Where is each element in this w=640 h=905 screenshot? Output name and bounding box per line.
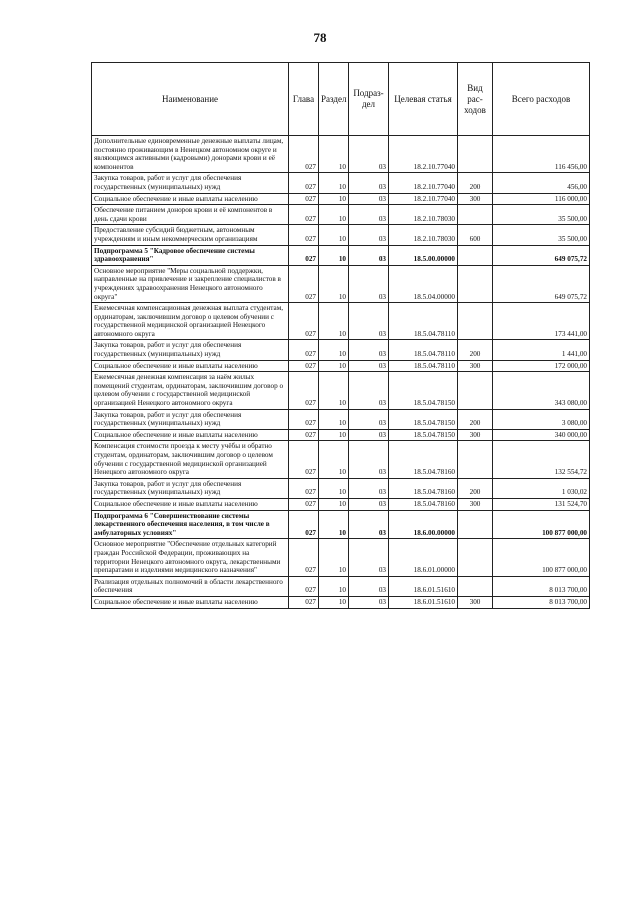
cell-chapter: 027 [289, 429, 319, 441]
cell-name: Социальное обеспечение и иные выплаты населению [92, 193, 289, 205]
cell-section: 10 [319, 303, 349, 340]
cell-name: Дополнительные единовременные денежные выплаты лицам, постоянно проживающим в Ненецком автономном округе и являющимся активными (кадровыми) донорами крови и её компонентов [92, 136, 289, 173]
cell-target: 18.5.04.78110 [389, 303, 458, 340]
cell-total: 456,00 [493, 173, 590, 193]
cell-section: 10 [319, 136, 349, 173]
cell-target: 18.5.04.78160 [389, 441, 458, 478]
header-name: Наименование [92, 63, 289, 136]
cell-chapter: 027 [289, 303, 319, 340]
cell-target: 18.2.10.77040 [389, 136, 458, 173]
cell-expense-type [458, 265, 493, 302]
cell-chapter: 027 [289, 245, 319, 265]
cell-chapter: 027 [289, 360, 319, 372]
cell-chapter: 027 [289, 173, 319, 193]
cell-chapter: 027 [289, 478, 319, 498]
cell-total: 649 075,72 [493, 265, 590, 302]
cell-subsection: 03 [349, 173, 389, 193]
cell-subsection: 03 [349, 340, 389, 360]
cell-total: 3 080,00 [493, 409, 590, 429]
cell-section: 10 [319, 498, 349, 510]
cell-chapter: 027 [289, 539, 319, 576]
cell-section: 10 [319, 245, 349, 265]
table-row [92, 372, 590, 409]
table-row [92, 303, 590, 340]
table-row [92, 225, 590, 245]
cell-name: Реализация отдельных полномочий в области лекарственного обеспечения [92, 576, 289, 596]
cell-total: 131 524,70 [493, 498, 590, 510]
cell-section: 10 [319, 409, 349, 429]
cell-section: 10 [319, 478, 349, 498]
cell-target: 18.6.01.51610 [389, 576, 458, 596]
cell-name: Закупка товаров, работ и услуг для обеспечения государственных (муниципальных) нужд [92, 340, 289, 360]
table-row [92, 498, 590, 510]
cell-name: Социальное обеспечение и иные выплаты населению [92, 498, 289, 510]
table-row [92, 441, 590, 478]
cell-section: 10 [319, 576, 349, 596]
cell-name: Социальное обеспечение и иные выплаты населению [92, 596, 289, 608]
cell-expense-type [458, 205, 493, 225]
cell-section: 10 [319, 193, 349, 205]
cell-chapter: 027 [289, 225, 319, 245]
cell-target: 18.6.01.00000 [389, 539, 458, 576]
table-row [92, 265, 590, 302]
table-row [92, 576, 590, 596]
cell-chapter: 027 [289, 409, 319, 429]
cell-chapter: 027 [289, 498, 319, 510]
cell-expense-type [458, 245, 493, 265]
cell-name: Компенсация стоимости проезда к месту учёбы и обратно студентам, ординаторам, заключившим договор о целевом обучении с государственной медицинской организацией Ненецкого автономного округа [92, 441, 289, 478]
cell-subsection: 03 [349, 409, 389, 429]
cell-section: 10 [319, 265, 349, 302]
cell-total: 8 013 700,00 [493, 576, 590, 596]
cell-total: 173 441,00 [493, 303, 590, 340]
cell-expense-type: 300 [458, 193, 493, 205]
cell-target: 18.5.04.78160 [389, 498, 458, 510]
cell-subsection: 03 [349, 498, 389, 510]
table-row [92, 539, 590, 576]
cell-total: 340 000,00 [493, 429, 590, 441]
cell-name: Социальное обеспечение и иные выплаты населению [92, 429, 289, 441]
cell-target: 18.5.00.00000 [389, 245, 458, 265]
cell-name: Основное мероприятие "Обеспечение отдельных категорий граждан Российской Федерации, проживающих на территории Ненецкого автономного округа, лекарственными препаратами и изделиями медицинского назначения" [92, 539, 289, 576]
cell-expense-type: 300 [458, 596, 493, 608]
cell-total: 35 500,00 [493, 205, 590, 225]
table-row [92, 360, 590, 372]
cell-section: 10 [319, 510, 349, 539]
cell-section: 10 [319, 340, 349, 360]
cell-chapter: 027 [289, 372, 319, 409]
cell-total: 100 877 000,00 [493, 539, 590, 576]
cell-name: Обеспечение питанием доноров крови и её компонентов в день сдачи крови [92, 205, 289, 225]
table-header-row [92, 63, 590, 136]
table-row [92, 596, 590, 608]
cell-total: 35 500,00 [493, 225, 590, 245]
cell-target: 18.2.10.78030 [389, 205, 458, 225]
cell-subsection: 03 [349, 576, 389, 596]
cell-total: 172 000,00 [493, 360, 590, 372]
cell-total: 343 080,00 [493, 372, 590, 409]
cell-subsection: 03 [349, 372, 389, 409]
cell-subsection: 03 [349, 205, 389, 225]
cell-chapter: 027 [289, 596, 319, 608]
cell-name: Ежемесячная компенсационная денежная выплата студентам, ординаторам, заключившим договор о целевом обучении с государственной медицинской организацией Ненецкого автономного округа [92, 303, 289, 340]
cell-name: Закупка товаров, работ и услуг для обеспечения государственных (муниципальных) нужд [92, 173, 289, 193]
cell-subsection: 03 [349, 510, 389, 539]
cell-expense-type [458, 136, 493, 173]
cell-total: 649 075,72 [493, 245, 590, 265]
cell-subsection: 03 [349, 539, 389, 576]
cell-subsection: 03 [349, 441, 389, 478]
table-row [92, 429, 590, 441]
budget-table [91, 62, 590, 609]
cell-chapter: 027 [289, 205, 319, 225]
table-row [92, 409, 590, 429]
cell-expense-type: 600 [458, 225, 493, 245]
cell-expense-type [458, 576, 493, 596]
cell-name: Подпрограмма 5 "Кадровое обеспечение системы здравоохранения" [92, 245, 289, 265]
cell-subsection: 03 [349, 596, 389, 608]
cell-target: 18.2.10.77040 [389, 193, 458, 205]
cell-expense-type [458, 539, 493, 576]
cell-subsection: 03 [349, 360, 389, 372]
cell-chapter: 027 [289, 265, 319, 302]
cell-total: 116 456,00 [493, 136, 590, 173]
cell-expense-type: 200 [458, 340, 493, 360]
cell-expense-type: 300 [458, 498, 493, 510]
cell-target: 18.5.04.78150 [389, 409, 458, 429]
header-total: Всего расходов [493, 63, 590, 136]
cell-section: 10 [319, 173, 349, 193]
cell-section: 10 [319, 596, 349, 608]
cell-name: Ежемесячная денежная компенсация за наём жилых помещений студентам, ординаторам, заключившим договор о целевом обучении с государственной медицинской организацией Ненецкого автономного округа [92, 372, 289, 409]
cell-chapter: 027 [289, 136, 319, 173]
cell-target: 18.5.04.78110 [389, 360, 458, 372]
cell-subsection: 03 [349, 303, 389, 340]
cell-expense-type: 200 [458, 478, 493, 498]
cell-section: 10 [319, 372, 349, 409]
cell-section: 10 [319, 205, 349, 225]
cell-subsection: 03 [349, 245, 389, 265]
cell-total: 1 441,00 [493, 340, 590, 360]
cell-chapter: 027 [289, 576, 319, 596]
cell-subsection: 03 [349, 265, 389, 302]
cell-name: Закупка товаров, работ и услуг для обеспечения государственных (муниципальных) нужд [92, 478, 289, 498]
cell-target: 18.5.04.78160 [389, 478, 458, 498]
table-row [92, 173, 590, 193]
cell-section: 10 [319, 441, 349, 478]
cell-total: 132 554,72 [493, 441, 590, 478]
table-row [92, 193, 590, 205]
cell-name: Закупка товаров, работ и услуг для обеспечения государственных (муниципальных) нужд [92, 409, 289, 429]
cell-subsection: 03 [349, 429, 389, 441]
cell-target: 18.2.10.78030 [389, 225, 458, 245]
cell-chapter: 027 [289, 441, 319, 478]
cell-name: Подпрограмма 6 "Совершенствование системы лекарственного обеспечения населения, в том числе в амбулаторных условиях" [92, 510, 289, 539]
cell-name: Социальное обеспечение и иные выплаты населению [92, 360, 289, 372]
table-row [92, 478, 590, 498]
cell-target: 18.6.01.51610 [389, 596, 458, 608]
table-row [92, 510, 590, 539]
cell-subsection: 03 [349, 193, 389, 205]
cell-section: 10 [319, 429, 349, 441]
cell-target: 18.6.00.00000 [389, 510, 458, 539]
cell-expense-type: 300 [458, 429, 493, 441]
cell-total: 8 013 700,00 [493, 596, 590, 608]
cell-chapter: 027 [289, 510, 319, 539]
table-row [92, 245, 590, 265]
cell-target: 18.5.04.78150 [389, 372, 458, 409]
cell-total: 100 877 000,00 [493, 510, 590, 539]
cell-expense-type [458, 303, 493, 340]
cell-expense-type [458, 510, 493, 539]
cell-expense-type: 200 [458, 173, 493, 193]
cell-chapter: 027 [289, 340, 319, 360]
cell-subsection: 03 [349, 136, 389, 173]
table-row [92, 205, 590, 225]
page-number: 78 [313, 30, 327, 45]
header-target: Целевая статья [389, 63, 458, 136]
header-section: Раздел [319, 63, 349, 136]
cell-subsection: 03 [349, 225, 389, 245]
cell-section: 10 [319, 539, 349, 576]
cell-total: 116 000,00 [493, 193, 590, 205]
header-subsection: Подраз-дел [349, 63, 389, 136]
cell-expense-type: 200 [458, 409, 493, 429]
cell-section: 10 [319, 225, 349, 245]
cell-name: Предоставление субсидий бюджетным, автономным учреждениям и иным некоммерческим организациям [92, 225, 289, 245]
cell-name: Основное мероприятие "Меры социальной поддержки, направленные на привлечение и закрепление специалистов в учреждениях здравоохранения Ненецкого автономного округа" [92, 265, 289, 302]
cell-expense-type: 300 [458, 360, 493, 372]
header-expense-type: Вид рас-ходов [458, 63, 493, 136]
cell-target: 18.5.04.78110 [389, 340, 458, 360]
table-row [92, 136, 590, 173]
cell-expense-type [458, 372, 493, 409]
cell-section: 10 [319, 360, 349, 372]
cell-target: 18.2.10.77040 [389, 173, 458, 193]
cell-expense-type [458, 441, 493, 478]
cell-target: 18.5.04.78150 [389, 429, 458, 441]
cell-subsection: 03 [349, 478, 389, 498]
cell-total: 1 030,02 [493, 478, 590, 498]
header-chapter: Глава [289, 63, 319, 136]
cell-target: 18.5.04.00000 [389, 265, 458, 302]
cell-chapter: 027 [289, 193, 319, 205]
table-row [92, 340, 590, 360]
